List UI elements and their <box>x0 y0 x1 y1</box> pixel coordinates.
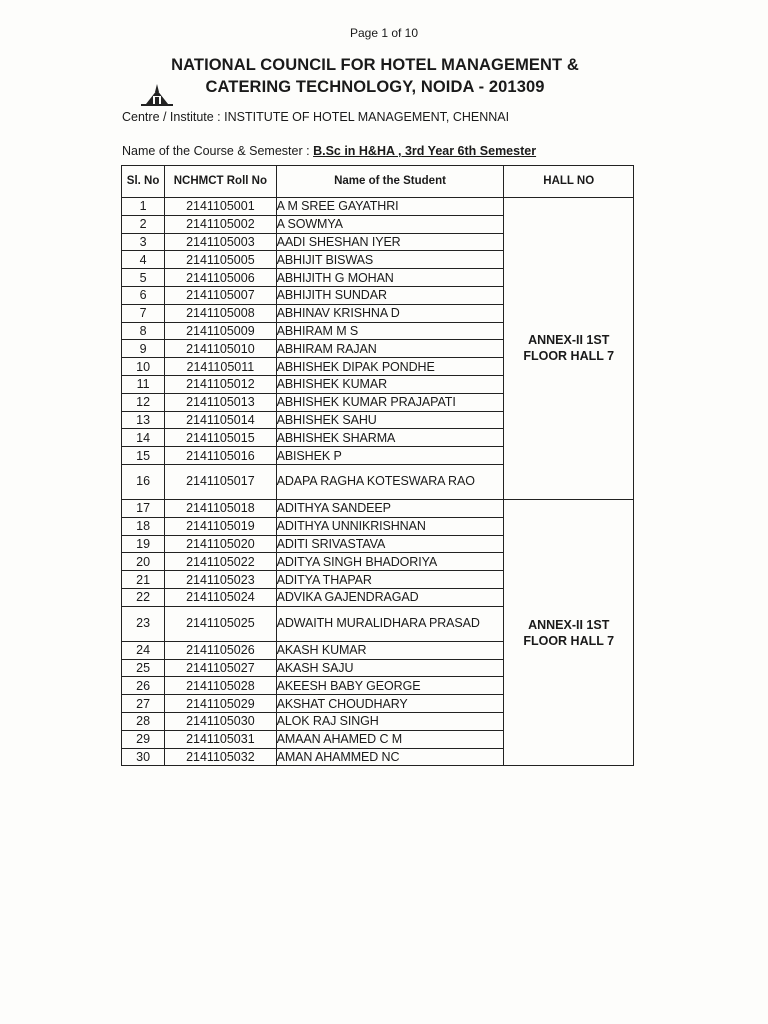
table-row <box>122 499 634 517</box>
cell-sl-no: 13 <box>122 411 165 429</box>
cell-sl-no: 21 <box>122 571 165 589</box>
cell-student-name: ABHIRAM RAJAN <box>276 340 504 358</box>
cell-student-name: A M SREE GAYATHRI <box>276 198 504 216</box>
cell-sl-no: 10 <box>122 358 165 376</box>
cell-roll-no: 2141105008 <box>165 304 276 322</box>
cell-roll-no: 2141105017 <box>165 464 276 499</box>
cell-sl-no: 14 <box>122 429 165 447</box>
cell-sl-no: 23 <box>122 606 165 641</box>
cell-roll-no: 2141105031 <box>165 730 276 748</box>
cell-roll-no: 2141105012 <box>165 375 276 393</box>
cell-sl-no: 26 <box>122 677 165 695</box>
cell-student-name: ADVIKA GAJENDRAGAD <box>276 588 504 606</box>
course-label: Name of the Course & Semester : <box>122 144 314 158</box>
cell-student-name: ABHIJITH G MOHAN <box>276 269 504 287</box>
cell-sl-no: 30 <box>122 748 165 766</box>
cell-roll-no: 2141105016 <box>165 447 276 465</box>
cell-sl-no: 8 <box>122 322 165 340</box>
cell-sl-no: 4 <box>122 251 165 269</box>
course-semester-line <box>122 144 536 158</box>
table-header-row <box>122 166 634 198</box>
cell-student-name: ABHISHEK KUMAR PRAJAPATI <box>276 393 504 411</box>
cell-sl-no: 17 <box>122 499 165 517</box>
cell-student-name: ABHISHEK SAHU <box>276 411 504 429</box>
cell-student-name: AKEESH BABY GEORGE <box>276 677 504 695</box>
cell-sl-no: 24 <box>122 641 165 659</box>
page-number: Page 1 of 10 <box>349 26 419 40</box>
cell-sl-no: 11 <box>122 375 165 393</box>
cell-hall-no <box>504 198 634 500</box>
cell-roll-no: 2141105003 <box>165 233 276 251</box>
cell-student-name: ABHIRAM M S <box>276 322 504 340</box>
cell-roll-no: 2141105011 <box>165 358 276 376</box>
cell-roll-no: 2141105009 <box>165 322 276 340</box>
cell-roll-no: 2141105029 <box>165 695 276 713</box>
student-hall-table <box>121 165 634 766</box>
council-logo-icon <box>138 82 176 108</box>
cell-sl-no: 16 <box>122 464 165 499</box>
cell-sl-no: 25 <box>122 659 165 677</box>
header-student-name: Name of the Student <box>276 166 504 198</box>
cell-student-name: ADWAITH MURALIDHARA PRASAD <box>276 606 504 641</box>
cell-student-name: ADITYA SINGH BHADORIYA <box>276 553 504 571</box>
cell-roll-no: 2141105007 <box>165 286 276 304</box>
cell-roll-no: 2141105019 <box>165 517 276 535</box>
table-body <box>122 198 634 766</box>
organization-title: NATIONAL COUNCIL FOR HOTEL MANAGEMENT & CATERING TECHNOLOGY, NOIDA - 201309 <box>171 56 579 96</box>
cell-roll-no: 2141105001 <box>165 198 276 216</box>
cell-roll-no: 2141105010 <box>165 340 276 358</box>
header-sl-no: Sl. No <box>122 166 165 198</box>
cell-roll-no: 2141105014 <box>165 411 276 429</box>
cell-student-name: ABHISHEK SHARMA <box>276 429 504 447</box>
cell-hall-no <box>504 499 634 765</box>
cell-sl-no: 3 <box>122 233 165 251</box>
cell-student-name: ABISHEK P <box>276 447 504 465</box>
cell-student-name: ABHISHEK KUMAR <box>276 375 504 393</box>
cell-student-name: ABHINAV KRISHNA D <box>276 304 504 322</box>
cell-roll-no: 2141105002 <box>165 215 276 233</box>
cell-sl-no: 22 <box>122 588 165 606</box>
cell-sl-no: 12 <box>122 393 165 411</box>
cell-sl-no: 5 <box>122 269 165 287</box>
cell-sl-no: 9 <box>122 340 165 358</box>
cell-roll-no: 2141105018 <box>165 499 276 517</box>
cell-student-name: ADITYA THAPAR <box>276 571 504 589</box>
cell-sl-no: 6 <box>122 286 165 304</box>
cell-sl-no: 1 <box>122 198 165 216</box>
cell-sl-no: 15 <box>122 447 165 465</box>
cell-roll-no: 2141105032 <box>165 748 276 766</box>
hall-label: ANNEX-II 1ST FLOOR HALL 7 <box>523 333 615 364</box>
cell-sl-no: 27 <box>122 695 165 713</box>
cell-student-name: AKASH SAJU <box>276 659 504 677</box>
cell-student-name: AKASH KUMAR <box>276 641 504 659</box>
cell-student-name: AMAAN AHAMED C M <box>276 730 504 748</box>
cell-student-name: A SOWMYA <box>276 215 504 233</box>
cell-student-name: ABHISHEK DIPAK PONDHE <box>276 358 504 376</box>
cell-roll-no: 2141105006 <box>165 269 276 287</box>
cell-sl-no: 29 <box>122 730 165 748</box>
cell-roll-no: 2141105025 <box>165 606 276 641</box>
cell-roll-no: 2141105030 <box>165 712 276 730</box>
cell-sl-no: 19 <box>122 535 165 553</box>
cell-roll-no: 2141105023 <box>165 571 276 589</box>
cell-sl-no: 28 <box>122 712 165 730</box>
hall-label: ANNEX-II 1ST FLOOR HALL 7 <box>523 617 615 648</box>
cell-student-name: ADITI SRIVASTAVA <box>276 535 504 553</box>
cell-student-name: AADI SHESHAN IYER <box>276 233 504 251</box>
cell-roll-no: 2141105022 <box>165 553 276 571</box>
cell-roll-no: 2141105028 <box>165 677 276 695</box>
cell-student-name: AMAN AHAMMED NC <box>276 748 504 766</box>
header-roll-no: NCHMCT Roll No <box>165 166 276 198</box>
cell-roll-no: 2141105027 <box>165 659 276 677</box>
cell-student-name: ADITHYA SANDEEP <box>276 499 504 517</box>
cell-sl-no: 18 <box>122 517 165 535</box>
cell-roll-no: 2141105013 <box>165 393 276 411</box>
cell-student-name: ABHIJIT BISWAS <box>276 251 504 269</box>
course-value: B.Sc in H&HA , 3rd Year 6th Semester <box>313 144 537 158</box>
cell-sl-no: 20 <box>122 553 165 571</box>
header-hall-no: HALL NO <box>504 166 634 198</box>
cell-student-name: AKSHAT CHOUDHARY <box>276 695 504 713</box>
cell-sl-no: 7 <box>122 304 165 322</box>
centre-institute-line: Centre / Institute : INSTITUTE OF HOTEL MANAGEMENT, CHENNAI <box>122 110 510 124</box>
cell-roll-no: 2141105026 <box>165 641 276 659</box>
cell-student-name: ALOK RAJ SINGH <box>276 712 504 730</box>
cell-roll-no: 2141105024 <box>165 588 276 606</box>
cell-sl-no: 2 <box>122 215 165 233</box>
cell-roll-no: 2141105005 <box>165 251 276 269</box>
table-row <box>122 198 634 216</box>
cell-student-name: ADITHYA UNNIKRISHNAN <box>276 517 504 535</box>
cell-roll-no: 2141105015 <box>165 429 276 447</box>
cell-student-name: ABHIJITH SUNDAR <box>276 286 504 304</box>
cell-student-name: ADAPA RAGHA KOTESWARA RAO <box>276 464 504 499</box>
cell-roll-no: 2141105020 <box>165 535 276 553</box>
